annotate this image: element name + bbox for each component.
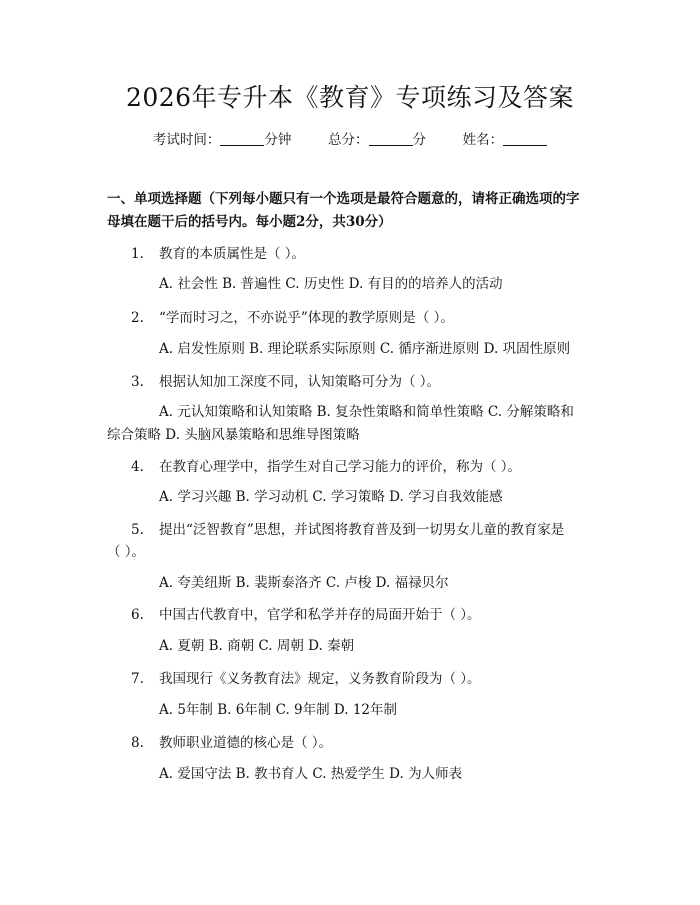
question-6-stem [131, 604, 481, 626]
total-score-blank [369, 131, 413, 146]
student-name-label: 姓名： [462, 132, 504, 148]
question-1-stem [131, 243, 305, 265]
section-heading-line-1: 一、单项选择题（下列每小题只有一个选项是最符合题意的，请将正确选项的字 [107, 191, 580, 207]
question-8-stem [131, 732, 332, 754]
question-2-stem [131, 307, 454, 329]
section-heading-line-2: 母填在题干后的括号内。每小题2分，共30分） [107, 214, 392, 230]
question-text: 在教育心理学中，指学生对自己学习能力的评价，称为（ ）。 [159, 459, 522, 475]
question-text: 提出“泛智教育”思想，并试图将教育普及到一切男女儿童的教育家是 [159, 522, 565, 538]
question-3-options-line-2: 综合策略 D. 头脑风暴策略和思维导图策略 [107, 427, 360, 443]
question-3-stem [131, 371, 440, 393]
question-6-options: A. 夏朝 B. 商朝 C. 周朝 D. 秦朝 [159, 638, 355, 654]
page-title: 2026年专升本《教育》专项练习及答案 [125, 83, 575, 112]
question-text: 我国现行《义务教育法》规定，义务教育阶段为（ ）。 [159, 671, 481, 687]
question-number: 5. [131, 522, 144, 538]
question-text: 教师职业道德的核心是（ ）。 [159, 735, 333, 751]
question-3-options-line-1: A. 元认知策略和认知策略 B. 复杂性策略和简单性策略 C. 分解策略和 [159, 404, 574, 420]
section-heading [107, 188, 595, 234]
exam-meta-line [0, 129, 700, 151]
student-name-field [463, 129, 548, 151]
question-2-options: A. 启发性原则 B. 理论联系实际原则 C. 循序渐进原则 D. 巩固性原则 [159, 341, 571, 357]
question-number: 7. [131, 671, 144, 687]
question-5-options: A. 夸美纽斯 B. 裴斯泰洛齐 C. 卢梭 D. 福禄贝尔 [159, 575, 449, 591]
question-number: 6. [131, 607, 144, 623]
exam-time-label: 考试时间： [152, 132, 221, 148]
question-8-options: A. 爱国守法 B. 教书育人 C. 热爱学生 D. 为人师表 [159, 766, 463, 782]
question-4-options: A. 学习兴趣 B. 学习动机 C. 学习策略 D. 学习自我效能感 [159, 489, 503, 505]
question-5-stem-line-2: （ ）。 [107, 544, 146, 560]
question-7-options: A. 5年制 B. 6年制 C. 9年制 D. 12年制 [159, 702, 398, 718]
question-4-stem [131, 456, 521, 478]
exam-time-unit: 分钟 [264, 132, 292, 148]
question-text: 教育的本质属性是（ ）。 [159, 246, 306, 262]
student-name-blank [503, 131, 547, 146]
question-number: 3. [131, 374, 144, 390]
question-number: 2. [131, 310, 144, 326]
total-score-label: 总分： [328, 132, 369, 148]
total-score-unit: 分 [412, 132, 426, 148]
question-1-options: A. 社会性 B. 普遍性 C. 历史性 D. 有目的的培养人的活动 [159, 276, 503, 292]
total-score-field [328, 129, 426, 151]
question-text: 根据认知加工深度不同，认知策略可分为（ ）。 [159, 374, 441, 390]
question-number: 8. [131, 735, 144, 751]
exam-time-field [153, 129, 292, 151]
exam-time-blank [220, 131, 264, 146]
question-5-stem [131, 519, 564, 541]
question-text: “学而时习之，不亦说乎”体现的教学原则是（ ）。 [159, 310, 454, 326]
question-number: 1. [131, 246, 144, 262]
question-text: 中国古代教育中，官学和私学并存的局面开始于（ ）。 [159, 607, 481, 623]
question-number: 4. [131, 459, 144, 475]
question-7-stem [131, 668, 481, 690]
